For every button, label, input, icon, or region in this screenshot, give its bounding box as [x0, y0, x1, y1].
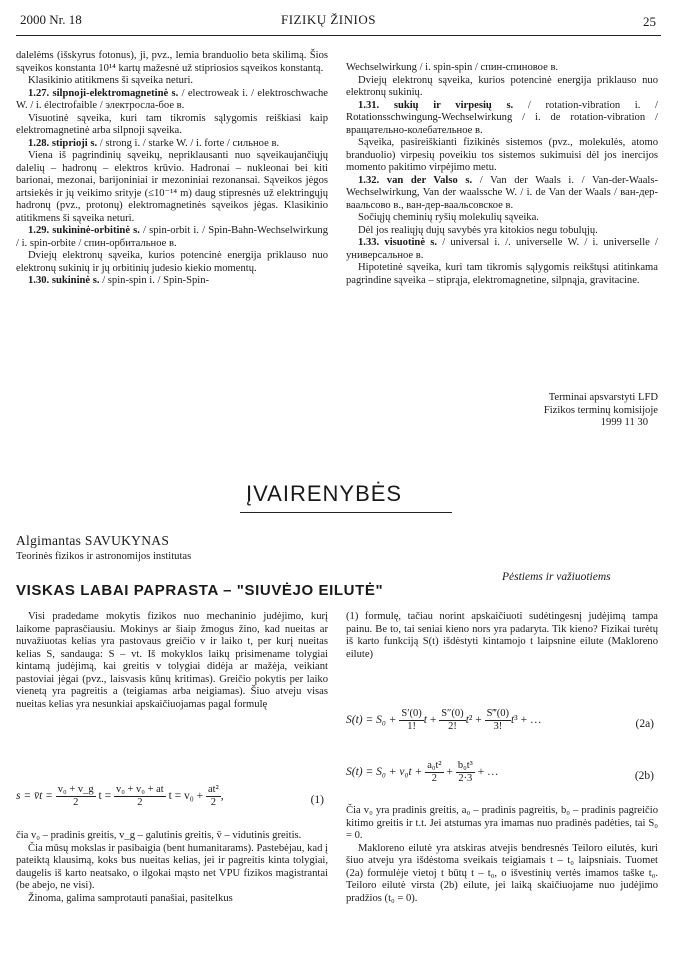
eq1-lhs: s = v̄t = — [16, 790, 53, 803]
paragraph-text: Čia v₀ yra pradinis greitis, a₀ – pradinis pagreitis, b₀ – pradinis pagreičio kitimo greitis ir t.t. Jei atstumas yra imamas nuo pradinės padėties, tai S₀ = 0. — [346, 805, 658, 841]
eq2b-label: (2b) — [634, 770, 654, 782]
paragraph-text: Sąveika, pasireiškianti fizikinės sistemos (pvz., molekulės, atomo branduolio) virpesių poveikiu tos sistemos sukimuisi dėl jos inercijos momento pakitimo virpėjimo metu. — [346, 137, 658, 173]
paragraph-text: Visi pradedame mokytis fizikos nuo mechaninio judėjimo, kurį laikome paprasčiausiu. Mokinys ar šiaip žmogus žino, kad nueitas ar nuvažiuotas kelias yra pastovaus greičio v ir laiko t, per kurį nueitas kelias S, sandauga: S – vt. Iš mokyklos laikų prisimename tolygiai kintamą judėjimą, kai greitis v tolygiai didėja ar mažėja, veikiant pastoviai jėgai (pvz., laisvasis kūnų kritimas). Greičio pokytis per laiko vienetą yra pagreitis a (teigiamas arba neigiamas). Šiuo atveju visas nueitas kelias yra nesunkiai apskaičiuojamas pagal formulę — [16, 611, 328, 710]
eq2b-den-2: 2·3 — [458, 773, 473, 784]
paragraph — [16, 75, 328, 88]
paragraph — [346, 805, 658, 843]
header-issue: 2000 Nr. 18 — [20, 12, 82, 27]
signature-line-2: Fizikos terminų komisijoje — [543, 404, 658, 416]
section-rule — [240, 512, 452, 513]
terms-left-column — [16, 50, 328, 288]
epigraph: Pėstiems ir važiuotiems — [502, 571, 611, 583]
eq1-frac-2 — [114, 784, 166, 809]
paragraph-text: / strong i. / starke W. / i. forte / сильное в. — [97, 137, 280, 149]
paragraph-text: Wechselwirkung / i. spin-spin / спин-спиновое в. — [346, 62, 559, 73]
paragraph — [16, 225, 328, 250]
eq2b-num-1: a₀t² — [427, 760, 442, 771]
paragraph-text: Žinoma, galima samprotauti panašiai, pasitelkus — [28, 892, 233, 904]
paragraph-text: Makloreno eilutė yra atskiras atvejis bendresnės Teiloro eilutės, kuri šiuo atveju yra išdėstoma sveikais teigiamais t – t₀ laipsniais. Tuomet (2a) formulėje vietoj t būtų t – t₀, o išvestinių vertės imamos taške t₀. Teiloro eilutė virsta (2b) eilute, jei laiką skaičiuojame nuo judėjimo pradžios (t₀ = 0). — [346, 842, 658, 904]
paragraph — [16, 88, 328, 113]
term-heading: 1.27. silpnoji-elektromagnetinė s. — [28, 87, 179, 99]
eq1-label: (1) — [310, 794, 324, 806]
eq2a-num-1: S′(0) — [401, 708, 422, 719]
paragraph — [346, 62, 658, 75]
eq2b-frac-1 — [425, 760, 443, 785]
paragraph — [346, 212, 658, 225]
paragraph-text: / rotation-vibration i. / Rotationsschwingung-Wechselwirkung / i. de rotation-vibration / вращательно-колебательное в. — [346, 99, 658, 136]
paragraph — [346, 137, 658, 175]
paragraph-text: Čia mūsų mokslas ir pasibaigia (bent humanitarams). Pastebėjau, kad į pateiktą klausimą, koks bus nueitas kelias, jei ir pagreitis kinta tolygiai, daugelis iš karto neatsako, o ilgokai mąsto net VPU fizikos magistrantai (be abejo, ne visi). — [16, 842, 328, 891]
eq1-den-1: 2 — [73, 797, 79, 808]
eq2a-den-2: 2! — [448, 721, 457, 732]
paragraph — [16, 250, 328, 275]
section-title: ĮVAIRENYBĖS — [246, 481, 403, 506]
eq2a-lhs: S(t) = S₀ + — [346, 714, 397, 727]
equation-1 — [16, 784, 328, 809]
article-title: VISKAS LABAI PAPRASTA – "SIUVĖJO EILUTĖ" — [16, 582, 384, 599]
eq1-mid-2: t = v₀ + — [168, 790, 204, 803]
paragraph-text: Klasikinio atitikmens ši sąveika neturi. — [28, 75, 194, 86]
eq1-tail: , — [220, 790, 224, 803]
paragraph — [16, 138, 328, 151]
term-heading: 1.33. visuotinė s. — [358, 237, 437, 248]
eq2a-den-3: 3! — [493, 721, 503, 732]
paragraph-text: Sočiųjų cheminių ryšių molekulių sąveika. — [358, 212, 539, 223]
term-heading: 1.31. sukių ir virpesių s. — [358, 99, 514, 111]
paragraph — [16, 611, 328, 711]
paragraph — [346, 262, 658, 287]
eq1-mid-1: t = — [98, 790, 112, 803]
eq2a-label: (2a) — [635, 718, 654, 730]
eq1-frac-1 — [56, 784, 96, 809]
paragraph-text: / spin-orbit i. / Spin-Bahn-Wechselwirkung / i. spin-orbite / спин-орбитальное в. — [16, 225, 328, 249]
eq1-frac-3 — [206, 784, 221, 809]
article-right-column-2 — [346, 805, 658, 905]
paragraph — [16, 50, 328, 75]
paragraph — [16, 893, 328, 906]
paragraph-text: Dviejų elektronų sąveika, kurios potencinė energija priklauso nuo elektronų sukinių. — [346, 74, 658, 98]
author-affiliation: Teorinės fizikos ir astronomijos institutas — [16, 551, 192, 562]
paragraph — [16, 113, 328, 138]
paragraph — [16, 275, 328, 288]
eq1-num-1: v₀ + v_g — [57, 784, 94, 795]
eq2b-den-1: 2 — [431, 773, 437, 784]
paragraph-text: (1) formulę, tačiau norint apskaičiuoti sudėtingesnį judėjimą tampa painu. Be to, tai seniai kieno nors yra padaryta. Tik kieno? Fizikai turėtų iš karto funkciją S(t) išdėstyti kintamojo t laipsnine eilute (Makloreno eilute) — [346, 611, 658, 660]
eq2a-tail: + … — [520, 714, 542, 727]
signature-date: 1999 11 30 — [600, 417, 648, 428]
paragraph-text: Dviejų elektronų sąveika, kurios potencinė energija priklauso nuo elektronų sukinių ir jų orbitinių judesio kiekio momentų. — [16, 250, 328, 274]
article-left-column — [16, 611, 328, 711]
signature-line-1: Terminai apsvarstyti LFD — [548, 392, 658, 403]
eq2a-frac-2 — [439, 708, 465, 733]
author-name: Algimantas SAVUKYNAS — [16, 533, 170, 548]
article-right-column — [346, 611, 658, 661]
eq1-num-2: v₀ + v₀ + at — [115, 784, 164, 795]
term-heading: 1.29. sukininė-orbitinė s. — [28, 225, 140, 236]
eq2a-num-3: S‴(0) — [486, 708, 510, 719]
eq2b-tail: + … — [477, 766, 499, 779]
paragraph-text: dalelėms (išskyrus fotonus), ji, pvz., lemia branduolio beta skilimą. Šios sąveikos konstanta 10¹⁴ kartų mažesnė už stipriosios sąveikos konstantą. — [16, 50, 328, 74]
eq2b-lhs: S(t) = S₀ + v₀t + — [346, 766, 423, 779]
paragraph — [346, 237, 658, 262]
commission-signature — [430, 392, 658, 430]
eq2a-frac-3 — [485, 708, 511, 733]
paragraph — [346, 225, 658, 238]
paragraph — [16, 830, 328, 843]
paragraph-text: Viena iš pagrindinių sąveikų, nepriklausanti nuo sąveikaujančiųjų dalelių – hadronų – elektros krūvio. Hadronai – nukleonai bei kiti barionai, mezonai, barijoniniai ir mezoniniai rezonansai. Sąveikos jėgos artsiekės ir jų veikimo srityje (≤10⁻¹⁴ m) daug stipresnės už elektringųjų hadronų (pvz., protonų) elektromagnetinės sąveikos jėgas. Klasikinio atitikmens ši sąveika neturi. — [16, 150, 328, 224]
eq1-den-3: 2 — [210, 797, 216, 808]
paragraph — [16, 843, 328, 893]
term-heading: 1.28. stiprioji s. — [28, 137, 98, 149]
paragraph — [346, 611, 658, 661]
paragraph — [346, 75, 658, 100]
eq1-num-3: at² — [208, 784, 219, 795]
paragraph-text: Visuotinė sąveika, kuri tam tikromis sąlygomis reiškiasi kaip elektromagnetinė arba silpnoji sąveika. — [16, 112, 328, 136]
paragraph-text: / Van der Waals i. / Van-der-Waals-Wechselwirkung, Van der waalssche W. / i. de Van der Waals / ван-дер-ваальсово в., ван-дер-ваальсовское в. — [346, 174, 658, 211]
eq2a-num-2: S″(0) — [441, 708, 464, 719]
paragraph-text: čia v₀ – pradinis greitis, v_g – galutinis greitis, v̄ – vidutinis greitis. — [16, 830, 302, 841]
eq2b-frac-2 — [456, 760, 475, 785]
eq1-den-2: 2 — [137, 797, 143, 808]
header-journal: FIZIKŲ ŽINIOS — [281, 12, 376, 27]
term-heading: 1.32. van der Valso s. — [358, 174, 473, 186]
eq2a-den-1: 1! — [407, 721, 416, 732]
header-rule — [16, 35, 661, 36]
paragraph-text: / universal i. /. universelle W. / i. universelle / универсальное в. — [346, 237, 658, 261]
page-number: 25 — [643, 14, 656, 29]
paragraph-text: Hipotetinė sąveika, kuri tam tikromis sąlygomis reikštųsi atitinkama pagrindine sąveika – stiprąja, elektromagnetine, silpnąja, gravitacine. — [346, 262, 658, 286]
paragraph — [16, 150, 328, 225]
eq2b-num-2: b₀t³ — [457, 760, 473, 771]
paragraph — [346, 843, 658, 906]
equation-2b: S(t) = S₀ + v₀t + $\frac{\text{a₀t²}}{2}$ + $\frac{\text{b₀t³}}{2\cdot 3}$ + … (2b) — [346, 760, 654, 784]
paragraph-text: / spin-spin i. / Spin-Spin- — [99, 275, 210, 286]
eq2a-frac-1 — [399, 708, 423, 733]
equation-2a: S(t) = S₀ + $\frac{S'(0)}{1!}$ t + $\frac{S''(0)}{2!}$ t² + $\frac{S‴(0)}{3!}$ t³ + … (2a) — [346, 708, 654, 732]
paragraph-text: / electroweak i. / elektroschwache W. / i. électrofaible / электросла-бое в. — [16, 87, 328, 111]
paragraph — [346, 100, 658, 138]
terms-right-column — [346, 62, 658, 287]
article-left-column-2 — [16, 830, 328, 905]
paragraph — [346, 175, 658, 213]
term-heading: 1.30. sukininė s. — [28, 275, 100, 286]
paragraph-text: Dėl jos realiųjų dujų savybės yra kitokios negu tobulųjų. — [358, 224, 598, 236]
